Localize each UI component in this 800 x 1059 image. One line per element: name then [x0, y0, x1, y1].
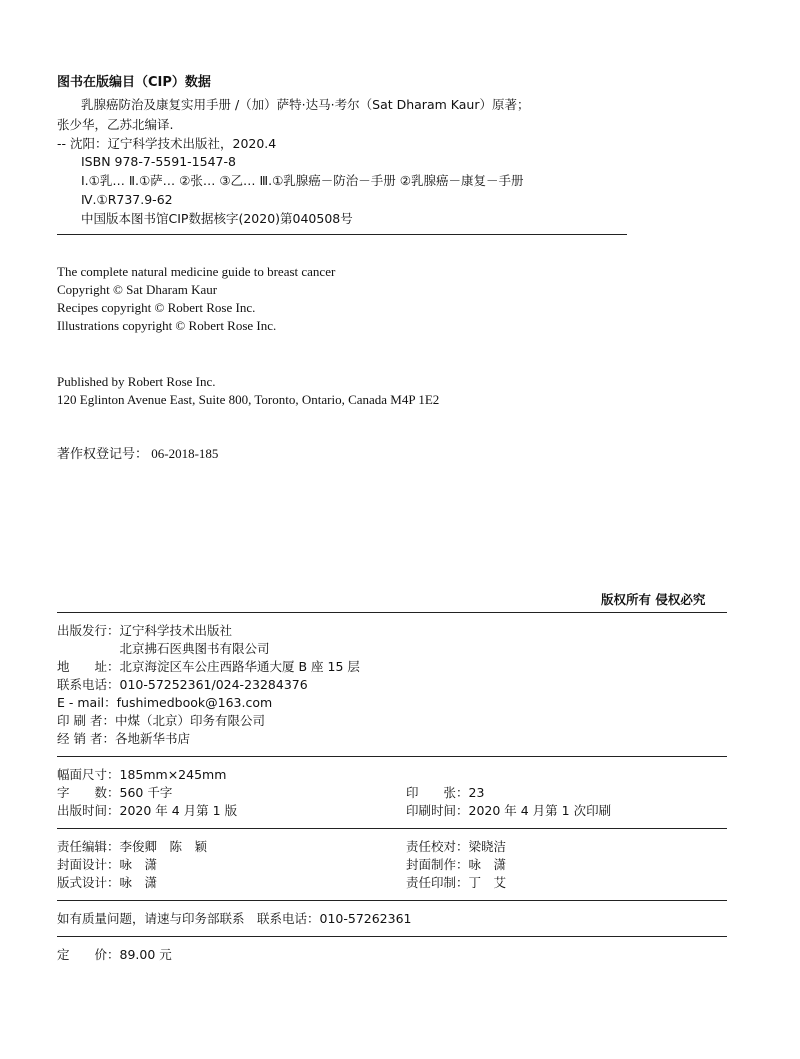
cip-line-subjects: Ⅰ.①乳… Ⅱ.①萨… ②张… ③乙… Ⅲ.①乳腺癌－防治－手册 ②乳腺癌－康复－手册	[81, 173, 524, 188]
published-by: Published by Robert Rose Inc.	[57, 374, 216, 389]
pubinfo-divider-4	[57, 936, 727, 937]
pubinfo-divider-2	[57, 828, 727, 829]
cip-divider	[57, 234, 627, 235]
copyright-author: Copyright © Sat Dharam Kaur	[57, 282, 218, 297]
cip-line-translators: 张少华，乙苏北编译.	[57, 117, 174, 132]
pubinfo-divider-3	[57, 900, 727, 901]
pubinfo-address: 地 址：北京海淀区车公庄西路华通大厦 B 座 15 层	[57, 659, 360, 674]
pubinfo-printer: 印 刷 者：中煤（北京）印务有限公司	[57, 713, 265, 728]
cip-line-publisher: -- 沈阳：辽宁科学技术出版社，2020.4	[57, 136, 277, 151]
copyright-original-title: The complete natural medicine guide to breast cancer	[57, 264, 336, 279]
spec-print-date: 印刷时间：2020 年 4 月第 1 次印刷	[406, 803, 612, 818]
spec-word-count: 字 数：560 千字	[57, 785, 173, 800]
spec-format: 幅面尺寸：185mm×245mm	[57, 767, 227, 782]
spec-sheets: 印 张：23	[406, 785, 485, 800]
cip-line-classification: Ⅳ.①R737.9-62	[81, 192, 173, 207]
cip-title: 图书在版编目（CIP）数据	[57, 75, 211, 90]
spec-publish-date: 出版时间：2020 年 4 月第 1 版	[57, 803, 238, 818]
staff-cover-production: 封面制作：咏 潇	[406, 857, 507, 872]
staff-editor: 责任编辑：李俊卿 陈 颖	[57, 839, 208, 854]
staff-layout-design: 版式设计：咏 潇	[57, 875, 158, 890]
rights-reserved: 版权所有 侵权必究	[601, 592, 706, 607]
publisher-address: 120 Eglinton Avenue East, Suite 800, Toronto, Ontario, Canada M4P 1E2	[57, 392, 440, 407]
pubinfo-distributor: 经 销 者：各地新华书店	[57, 731, 190, 746]
staff-proofreader: 责任校对：梁晓洁	[406, 839, 507, 854]
copyright-registration-number: 著作权登记号： 06-2018-185	[57, 446, 219, 461]
pubinfo-co-publisher: 北京拂石医典图书有限公司	[57, 641, 270, 656]
pubinfo-divider-1	[57, 756, 727, 757]
cip-line-cip-number: 中国版本图书馆CIP数据核字(2020)第040508号	[81, 211, 353, 226]
pubinfo-email: E - mail：fushimedbook@163.com	[57, 695, 273, 710]
copyright-illustrations: Illustrations copyright © Robert Rose Inc.	[57, 318, 277, 333]
staff-cover-design: 封面设计：咏 潇	[57, 857, 158, 872]
pubinfo-top-divider	[57, 612, 727, 613]
cip-line-title: 乳腺癌防治及康复实用手册 /（加）萨特·达马·考尔（Sat Dharam Kaur）原著；	[81, 97, 530, 112]
quality-contact: 如有质量问题，请速与印务部联系 联系电话：010-57262361	[57, 911, 412, 926]
pubinfo-phone: 联系电话：010-57252361/024-23284376	[57, 677, 308, 692]
cip-line-isbn: ISBN 978-7-5591-1547-8	[81, 154, 236, 169]
price: 定 价：89.00 元	[57, 947, 172, 962]
copyright-recipes: Recipes copyright © Robert Rose Inc.	[57, 300, 256, 315]
staff-print-supervisor: 责任印制：丁 艾	[406, 875, 507, 890]
pubinfo-publisher: 出版发行：辽宁科学技术出版社	[57, 623, 233, 638]
